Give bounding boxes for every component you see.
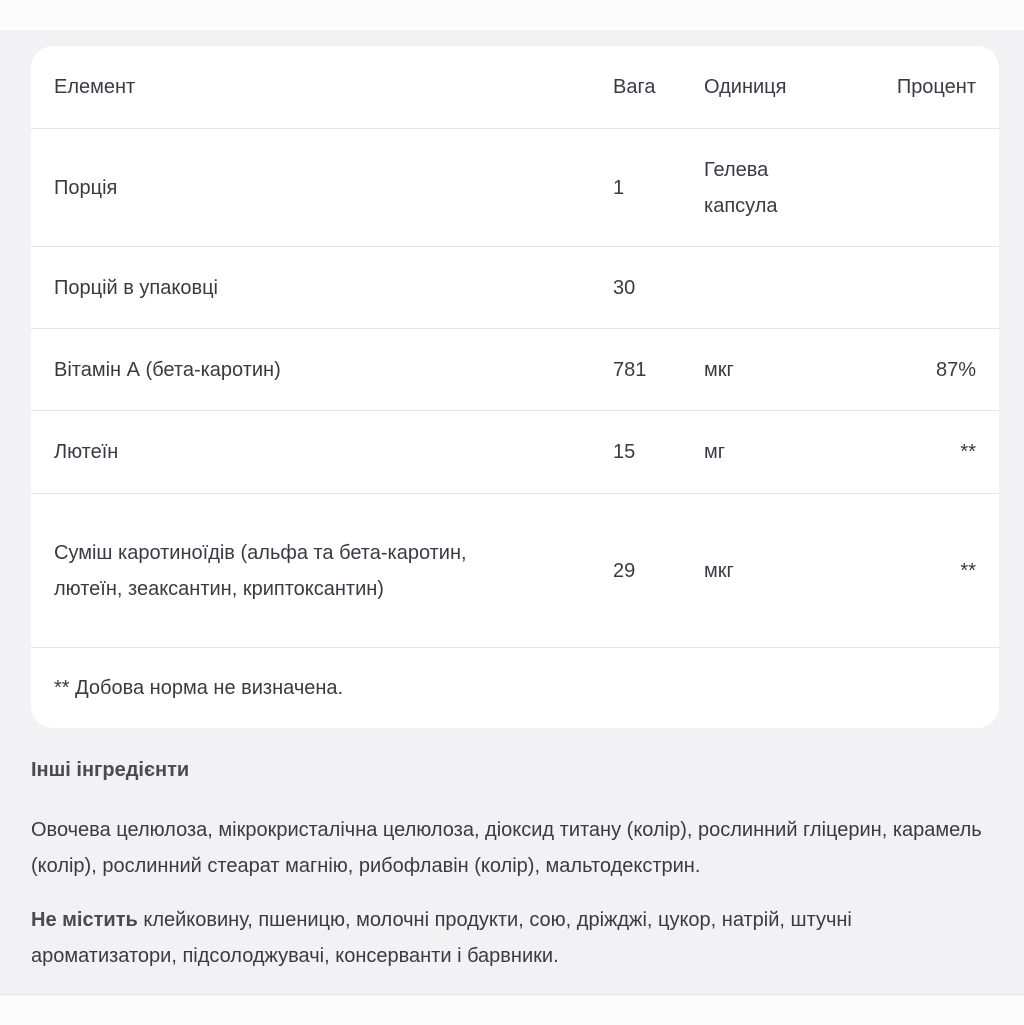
ingredients-title: Інші інгредієнти bbox=[31, 759, 190, 781]
header-percent: Процент bbox=[896, 76, 976, 98]
table-footnote-row bbox=[31, 648, 999, 728]
row-element: Суміш каротиноїдів (альфа та бета-каротин, лютеїн, зеаксантин, криптоксантин) bbox=[54, 541, 467, 600]
free-from-label: Не містить bbox=[31, 909, 138, 931]
row-element: Лютеїн bbox=[54, 441, 119, 463]
row-percent bbox=[836, 247, 976, 328]
row-element: Вітамін А (бета-каротин) bbox=[54, 358, 281, 381]
footnote: ** Добова норма не визначена. bbox=[54, 677, 344, 699]
header-weight: Вага bbox=[613, 76, 656, 98]
table-row bbox=[31, 329, 999, 411]
bottom-bar bbox=[0, 994, 1024, 1025]
table-row bbox=[31, 494, 999, 648]
top-bar bbox=[0, 0, 1024, 30]
row-percent: ** bbox=[960, 441, 976, 463]
row-weight: 15 bbox=[613, 441, 636, 463]
row-element: Порція bbox=[54, 176, 118, 199]
row-unit bbox=[704, 247, 854, 328]
table-row bbox=[31, 411, 999, 494]
row-weight: 29 bbox=[613, 559, 636, 582]
row-percent: ** bbox=[960, 559, 976, 582]
table-row bbox=[31, 129, 999, 247]
header-element: Елемент bbox=[54, 76, 136, 98]
nutrition-table bbox=[31, 46, 999, 728]
free-from-paragraph bbox=[31, 902, 991, 974]
ingredients-text: Овочева целюлоза, мікрокристалічна целюлоза, діоксид титану (колір), рослинний гліцерин, карамель (колір), рослинний стеарат магнію, рибофлавін (колір), мальтодекстрин. bbox=[31, 819, 982, 877]
free-from-text: клейковину, пшеницю, молочні продукти, сою, дріжджі, цукор, натрій, штучні ароматизатори, підсолоджувачі, консерванти і барвники. bbox=[31, 909, 852, 967]
table-row bbox=[31, 247, 999, 329]
row-unit: Гелева капсула bbox=[704, 158, 778, 217]
row-weight: 1 bbox=[613, 176, 625, 199]
row-percent: 87% bbox=[935, 358, 976, 381]
row-weight: 30 bbox=[613, 276, 636, 299]
row-unit: мг bbox=[704, 441, 726, 463]
row-weight: 781 bbox=[613, 358, 647, 381]
row-element: Порцій в упаковці bbox=[54, 276, 219, 299]
row-unit: мкг bbox=[704, 358, 734, 381]
row-unit: мкг bbox=[704, 559, 734, 582]
header-unit: Одиниця bbox=[704, 76, 787, 98]
row-percent bbox=[836, 129, 976, 246]
table-header bbox=[31, 46, 999, 129]
